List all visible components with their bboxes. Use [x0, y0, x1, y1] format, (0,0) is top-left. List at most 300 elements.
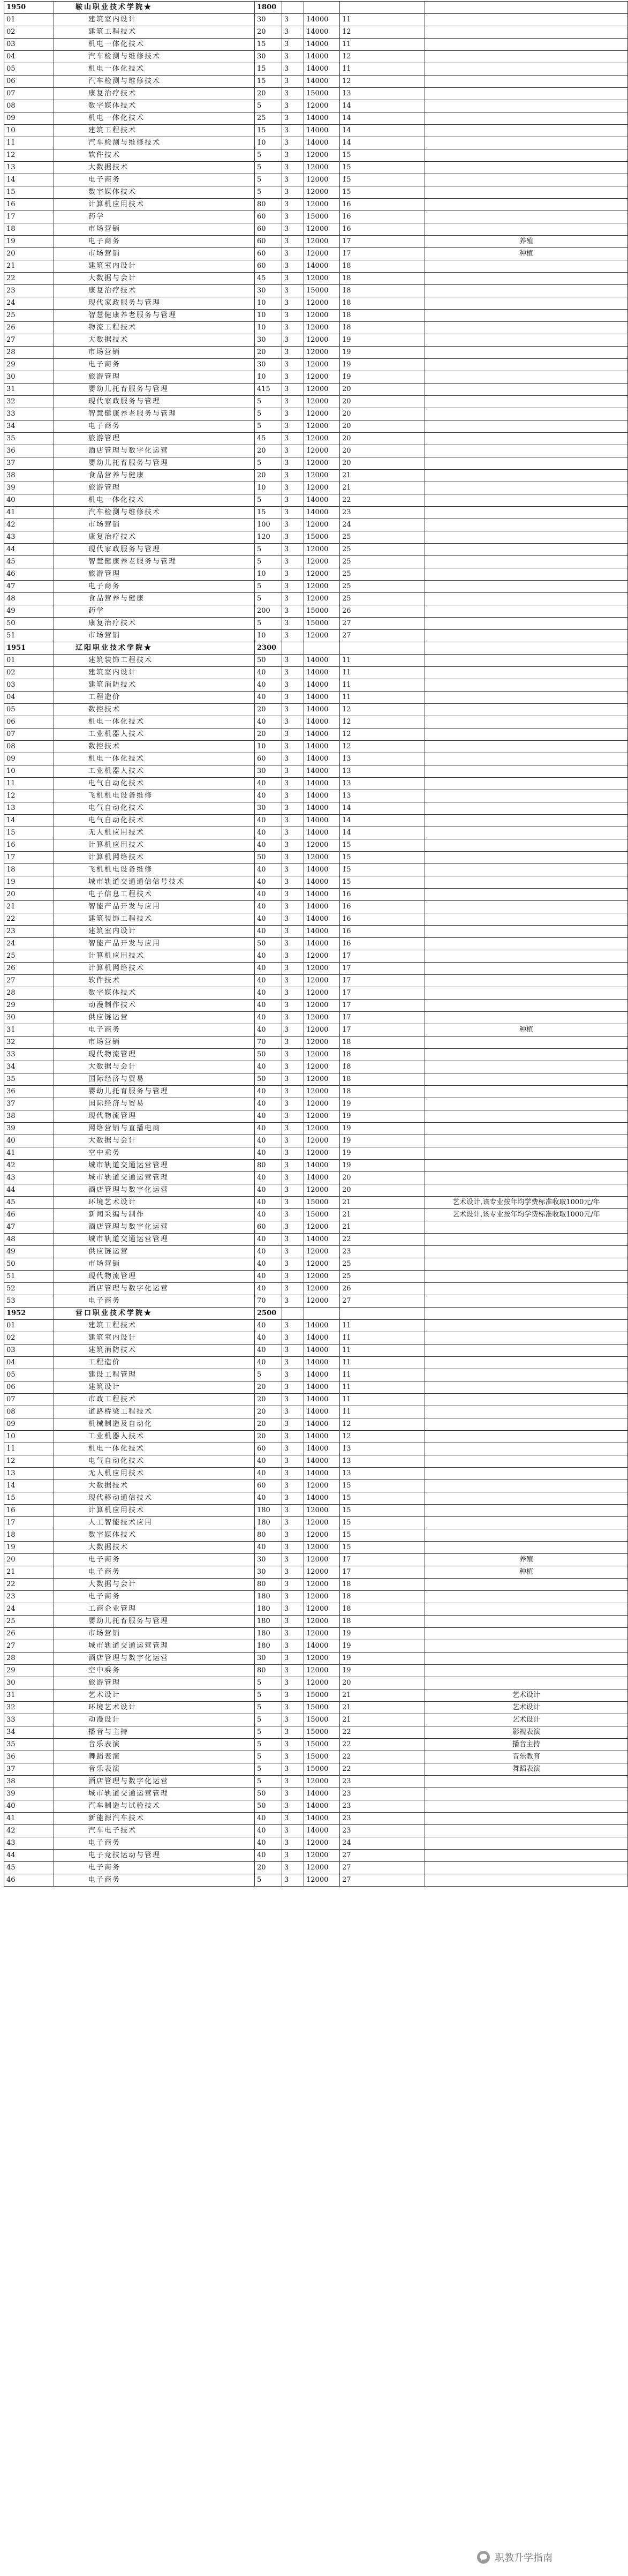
- sequence: 11: [340, 655, 425, 667]
- tuition: 12000: [304, 1061, 340, 1073]
- major-name: 婴幼儿托育服务与管理: [54, 1616, 255, 1628]
- tuition: 12000: [304, 1295, 340, 1308]
- major-name: 建筑室内设计: [54, 14, 255, 26]
- sequence: 21: [340, 1714, 425, 1726]
- table-row: [4, 1874, 628, 1887]
- sequence: 19: [340, 1123, 425, 1135]
- major-code: 03: [4, 1345, 54, 1357]
- tuition: 12000: [304, 1850, 340, 1862]
- plan-count: 60: [255, 1443, 282, 1455]
- years: 3: [282, 125, 304, 137]
- major-name: 酒店管理与数字化运营: [54, 1221, 255, 1234]
- table-row: [4, 420, 628, 433]
- major-code: 31: [4, 384, 54, 396]
- table-row: [4, 1049, 628, 1061]
- major-code: 37: [4, 457, 54, 470]
- table-row: [4, 544, 628, 556]
- remark: 种植: [425, 1024, 628, 1037]
- years: 3: [282, 112, 304, 125]
- remark: [425, 679, 628, 692]
- major-code: 04: [4, 692, 54, 704]
- tuition: 12000: [304, 273, 340, 285]
- remark: 影视表演: [425, 1726, 628, 1739]
- major-code: 11: [4, 137, 54, 149]
- table-row: [4, 1283, 628, 1295]
- tuition: 12000: [304, 1246, 340, 1258]
- major-name: 大数据与会计: [54, 1061, 255, 1073]
- plan-count: 30: [255, 1554, 282, 1566]
- years: 3: [282, 137, 304, 149]
- plan-count: 5: [255, 396, 282, 408]
- sequence: 18: [340, 1603, 425, 1616]
- table-row: [4, 630, 628, 642]
- remark: [425, 889, 628, 901]
- table-row: [4, 729, 628, 741]
- table-row: [4, 1246, 628, 1258]
- plan-count: 5: [255, 618, 282, 630]
- remark: [425, 396, 628, 408]
- tuition: 14000: [304, 864, 340, 876]
- plan-count: 20: [255, 26, 282, 39]
- major-code: 31: [4, 1689, 54, 1702]
- tuition: 14000: [304, 14, 340, 26]
- table-row: [4, 1739, 628, 1751]
- sequence: 11: [340, 14, 425, 26]
- plan-count: 40: [255, 1098, 282, 1110]
- plan-count: 40: [255, 889, 282, 901]
- tuition: 12000: [304, 420, 340, 433]
- major-code: 16: [4, 839, 54, 852]
- plan-count: 5: [255, 1702, 282, 1714]
- sequence: 15: [340, 852, 425, 864]
- major-name: 新闻采编与制作: [54, 1209, 255, 1221]
- years: 3: [282, 260, 304, 273]
- years: 3: [282, 1147, 304, 1160]
- plan-count: 60: [255, 753, 282, 765]
- major-name: 数字媒体技术: [54, 100, 255, 112]
- remark: [425, 667, 628, 679]
- remark: [425, 655, 628, 667]
- years: 3: [282, 1160, 304, 1172]
- major-name: 电子商务: [54, 581, 255, 593]
- major-code: 24: [4, 1603, 54, 1616]
- tuition: 14000: [304, 913, 340, 926]
- tuition: 12000: [304, 1591, 340, 1603]
- remark: 艺术设计,该专业按年均学费标准收取1000元/年: [425, 1197, 628, 1209]
- tuition: 14000: [304, 815, 340, 827]
- major-name: 工业机器人技术: [54, 765, 255, 778]
- remark: [425, 1431, 628, 1443]
- major-code: 40: [4, 1800, 54, 1813]
- major-code: 26: [4, 1628, 54, 1640]
- remark: [425, 556, 628, 568]
- major-code: 28: [4, 987, 54, 1000]
- table-row: [4, 457, 628, 470]
- sequence: 17: [340, 975, 425, 987]
- years: 3: [282, 1726, 304, 1739]
- years: 3: [282, 1246, 304, 1258]
- remark: [425, 1443, 628, 1455]
- years: 3: [282, 1874, 304, 1887]
- table-row: [4, 112, 628, 125]
- table-row: [4, 679, 628, 692]
- remark: [425, 1061, 628, 1073]
- remark: [425, 149, 628, 162]
- table-row: [4, 1554, 628, 1566]
- major-name: 音乐表演: [54, 1763, 255, 1776]
- remark: [425, 1640, 628, 1653]
- major-name: 酒店管理与数字化运营: [54, 1283, 255, 1295]
- major-name: 大数据技术: [54, 162, 255, 174]
- remark: [425, 1357, 628, 1369]
- remark: [425, 741, 628, 753]
- tuition: 12000: [304, 384, 340, 396]
- tuition: 12000: [304, 1012, 340, 1024]
- tuition: 14000: [304, 125, 340, 137]
- plan-count: 10: [255, 741, 282, 753]
- years: 3: [282, 1850, 304, 1862]
- major-code: 19: [4, 876, 54, 889]
- sequence: 23: [340, 1246, 425, 1258]
- plan-count: 15: [255, 63, 282, 76]
- table-row: [4, 1394, 628, 1406]
- years: 3: [282, 716, 304, 729]
- tuition: 12000: [304, 544, 340, 556]
- tuition: 14000: [304, 729, 340, 741]
- major-code: 38: [4, 470, 54, 482]
- major-code: 32: [4, 396, 54, 408]
- plan-count: 60: [255, 1480, 282, 1492]
- years: 3: [282, 334, 304, 347]
- remark: [425, 593, 628, 605]
- major-name: 酒店管理与数字化运营: [54, 445, 255, 457]
- major-code: 27: [4, 1640, 54, 1653]
- major-name: 播音与主持: [54, 1726, 255, 1739]
- tuition: 12000: [304, 322, 340, 334]
- tuition: 12000: [304, 1480, 340, 1492]
- years: 3: [282, 457, 304, 470]
- table-row: [4, 186, 628, 199]
- major-name: 工商企业管理: [54, 1603, 255, 1616]
- plan-count: 40: [255, 1172, 282, 1184]
- sequence: 17: [340, 1566, 425, 1579]
- sequence: 24: [340, 519, 425, 531]
- table-row: [4, 1788, 628, 1800]
- sequence: 15: [340, 1529, 425, 1542]
- remark: [425, 100, 628, 112]
- school-name: 鞍山职业技术学院★: [54, 2, 255, 14]
- tuition: 12000: [304, 223, 340, 236]
- major-code: 47: [4, 1221, 54, 1234]
- years: 3: [282, 297, 304, 310]
- sequence: 21: [340, 1197, 425, 1209]
- table-row: [4, 1616, 628, 1628]
- tuition: 15000: [304, 1714, 340, 1726]
- remark: [425, 273, 628, 285]
- major-code: 30: [4, 371, 54, 384]
- major-name: 现代物流管理: [54, 1271, 255, 1283]
- sequence: 22: [340, 1234, 425, 1246]
- sequence: 16: [340, 938, 425, 950]
- table-row: [4, 913, 628, 926]
- major-code: 17: [4, 852, 54, 864]
- major-name: 建筑装饰工程技术: [54, 655, 255, 667]
- major-code: 36: [4, 445, 54, 457]
- years: 3: [282, 901, 304, 913]
- major-name: 汽车检测与维修技术: [54, 137, 255, 149]
- plan-count: 80: [255, 199, 282, 211]
- major-code: 21: [4, 1566, 54, 1579]
- remark: [425, 1603, 628, 1616]
- plan-count: 40: [255, 1147, 282, 1160]
- plan-count: 40: [255, 1492, 282, 1505]
- remark: [425, 63, 628, 76]
- remark: [425, 76, 628, 88]
- sequence: 25: [340, 593, 425, 605]
- plan-count: 40: [255, 1000, 282, 1012]
- table-row: [4, 1184, 628, 1197]
- school-code: 1950: [4, 2, 54, 14]
- sequence: 11: [340, 1357, 425, 1369]
- major-code: 45: [4, 556, 54, 568]
- table-row: [4, 39, 628, 51]
- major-name: 供应链运营: [54, 1246, 255, 1258]
- major-code: 16: [4, 1505, 54, 1517]
- plan-count: 60: [255, 1221, 282, 1234]
- plan-count: 40: [255, 790, 282, 802]
- years: 3: [282, 778, 304, 790]
- table-row: [4, 445, 628, 457]
- tuition: 12000: [304, 1049, 340, 1061]
- sequence: 23: [340, 507, 425, 519]
- table-row: [4, 1000, 628, 1012]
- tuition: 14000: [304, 1332, 340, 1345]
- major-code: 05: [4, 704, 54, 716]
- plan-count: 40: [255, 667, 282, 679]
- plan-count: 60: [255, 211, 282, 223]
- major-code: 06: [4, 716, 54, 729]
- plan-count: 60: [255, 260, 282, 273]
- tuition: 15000: [304, 1726, 340, 1739]
- tuition: 14000: [304, 1357, 340, 1369]
- tuition: 14000: [304, 1813, 340, 1825]
- sequence: 18: [340, 310, 425, 322]
- major-name: 现代家政服务与管理: [54, 297, 255, 310]
- years: 3: [282, 1418, 304, 1431]
- years: 3: [282, 1665, 304, 1677]
- table-row: [4, 876, 628, 889]
- remark: [425, 630, 628, 642]
- major-code: 07: [4, 729, 54, 741]
- sequence: 18: [340, 1591, 425, 1603]
- remark: [425, 1788, 628, 1800]
- school-total: 2500: [255, 1308, 282, 1320]
- major-code: 26: [4, 322, 54, 334]
- remark: [425, 1049, 628, 1061]
- remark: [425, 1369, 628, 1381]
- major-code: 14: [4, 815, 54, 827]
- remark: [425, 1677, 628, 1689]
- table-row: [4, 273, 628, 285]
- plan-count: 50: [255, 1800, 282, 1813]
- major-code: 20: [4, 248, 54, 260]
- remark: [425, 827, 628, 839]
- major-code: 15: [4, 827, 54, 839]
- years: 3: [282, 1628, 304, 1640]
- major-code: 45: [4, 1862, 54, 1874]
- empty-cell: [340, 2, 425, 14]
- sequence: 19: [340, 1135, 425, 1147]
- admission-plan-table: [4, 1, 628, 1887]
- major-code: 44: [4, 1850, 54, 1862]
- sequence: 17: [340, 236, 425, 248]
- table-row: [4, 1677, 628, 1689]
- remark: [425, 1579, 628, 1591]
- table-row: [4, 199, 628, 211]
- table-row: [4, 901, 628, 913]
- years: 3: [282, 1825, 304, 1837]
- sequence: 22: [340, 1739, 425, 1751]
- tuition: 12000: [304, 186, 340, 199]
- tuition: 14000: [304, 26, 340, 39]
- major-code: 35: [4, 433, 54, 445]
- plan-count: 40: [255, 950, 282, 963]
- sequence: 17: [340, 963, 425, 975]
- sequence: 18: [340, 1086, 425, 1098]
- major-code: 29: [4, 359, 54, 371]
- plan-count: 40: [255, 1332, 282, 1345]
- table-row: [4, 1800, 628, 1813]
- major-code: 06: [4, 1381, 54, 1394]
- table-row: [4, 1455, 628, 1468]
- tuition: 14000: [304, 901, 340, 913]
- major-name: 康复治疗技术: [54, 88, 255, 100]
- remark: [425, 334, 628, 347]
- years: 3: [282, 371, 304, 384]
- tuition: 12000: [304, 963, 340, 975]
- major-name: 数字媒体技术: [54, 186, 255, 199]
- sequence: 25: [340, 1258, 425, 1271]
- major-code: 18: [4, 864, 54, 876]
- plan-count: 50: [255, 1788, 282, 1800]
- table-row: [4, 1517, 628, 1529]
- empty-cell: [340, 1308, 425, 1320]
- major-name: 计算机应用技术: [54, 1505, 255, 1517]
- major-name: 建筑消防技术: [54, 679, 255, 692]
- table-row: [4, 889, 628, 901]
- remark: [425, 125, 628, 137]
- plan-count: 40: [255, 1258, 282, 1271]
- table-row: [4, 1825, 628, 1837]
- tuition: 12000: [304, 1184, 340, 1197]
- table-row: [4, 396, 628, 408]
- school-total: 2300: [255, 642, 282, 655]
- sequence: 17: [340, 950, 425, 963]
- plan-count: 40: [255, 1135, 282, 1147]
- sequence: 27: [340, 1862, 425, 1874]
- tuition: 12000: [304, 359, 340, 371]
- plan-count: 20: [255, 1862, 282, 1874]
- table-row: [4, 1653, 628, 1665]
- major-code: 45: [4, 1197, 54, 1209]
- major-name: 飞机机电设备维修: [54, 864, 255, 876]
- major-code: 33: [4, 408, 54, 420]
- years: 3: [282, 1653, 304, 1665]
- sequence: 20: [340, 1172, 425, 1184]
- major-code: 40: [4, 494, 54, 507]
- years: 3: [282, 926, 304, 938]
- tuition: 14000: [304, 876, 340, 889]
- tuition: 14000: [304, 1825, 340, 1837]
- sequence: 27: [340, 630, 425, 642]
- years: 3: [282, 1591, 304, 1603]
- sequence: 23: [340, 1813, 425, 1825]
- sequence: 20: [340, 433, 425, 445]
- plan-count: 180: [255, 1505, 282, 1517]
- remark: 艺术设计: [425, 1702, 628, 1714]
- remark: [425, 347, 628, 359]
- tuition: 12000: [304, 1776, 340, 1788]
- empty-cell: [304, 642, 340, 655]
- table-row: [4, 1345, 628, 1357]
- school-total: 1800: [255, 2, 282, 14]
- major-code: 37: [4, 1098, 54, 1110]
- years: 3: [282, 162, 304, 174]
- years: 3: [282, 248, 304, 260]
- years: 3: [282, 1345, 304, 1357]
- plan-count: 5: [255, 1751, 282, 1763]
- years: 3: [282, 692, 304, 704]
- major-name: 空中乘务: [54, 1665, 255, 1677]
- remark: [425, 901, 628, 913]
- plan-count: 40: [255, 1246, 282, 1258]
- sequence: 22: [340, 1751, 425, 1763]
- major-code: 30: [4, 1677, 54, 1689]
- plan-count: 180: [255, 1628, 282, 1640]
- major-code: 33: [4, 1049, 54, 1061]
- major-name: 无人机应用技术: [54, 827, 255, 839]
- major-code: 13: [4, 802, 54, 815]
- tuition: 14000: [304, 1406, 340, 1418]
- years: 3: [282, 1320, 304, 1332]
- years: 3: [282, 667, 304, 679]
- plan-count: 30: [255, 359, 282, 371]
- major-name: 智慧健康养老服务与管理: [54, 556, 255, 568]
- sequence: 25: [340, 531, 425, 544]
- major-code: 06: [4, 76, 54, 88]
- table-row: [4, 556, 628, 568]
- plan-count: 40: [255, 1024, 282, 1037]
- years: 3: [282, 1135, 304, 1147]
- tuition: 14000: [304, 753, 340, 765]
- sequence: 11: [340, 1332, 425, 1345]
- sequence: 21: [340, 1221, 425, 1234]
- years: 3: [282, 310, 304, 322]
- plan-count: 40: [255, 1455, 282, 1468]
- plan-count: 40: [255, 963, 282, 975]
- table-row: [4, 790, 628, 802]
- plan-count: 415: [255, 384, 282, 396]
- tuition: 12000: [304, 1517, 340, 1529]
- major-code: 41: [4, 1147, 54, 1160]
- sequence: 22: [340, 1763, 425, 1776]
- remark: [425, 1542, 628, 1554]
- major-code: 15: [4, 1492, 54, 1505]
- empty-cell: [340, 642, 425, 655]
- major-code: 48: [4, 593, 54, 605]
- years: 3: [282, 1689, 304, 1702]
- years: 3: [282, 1763, 304, 1776]
